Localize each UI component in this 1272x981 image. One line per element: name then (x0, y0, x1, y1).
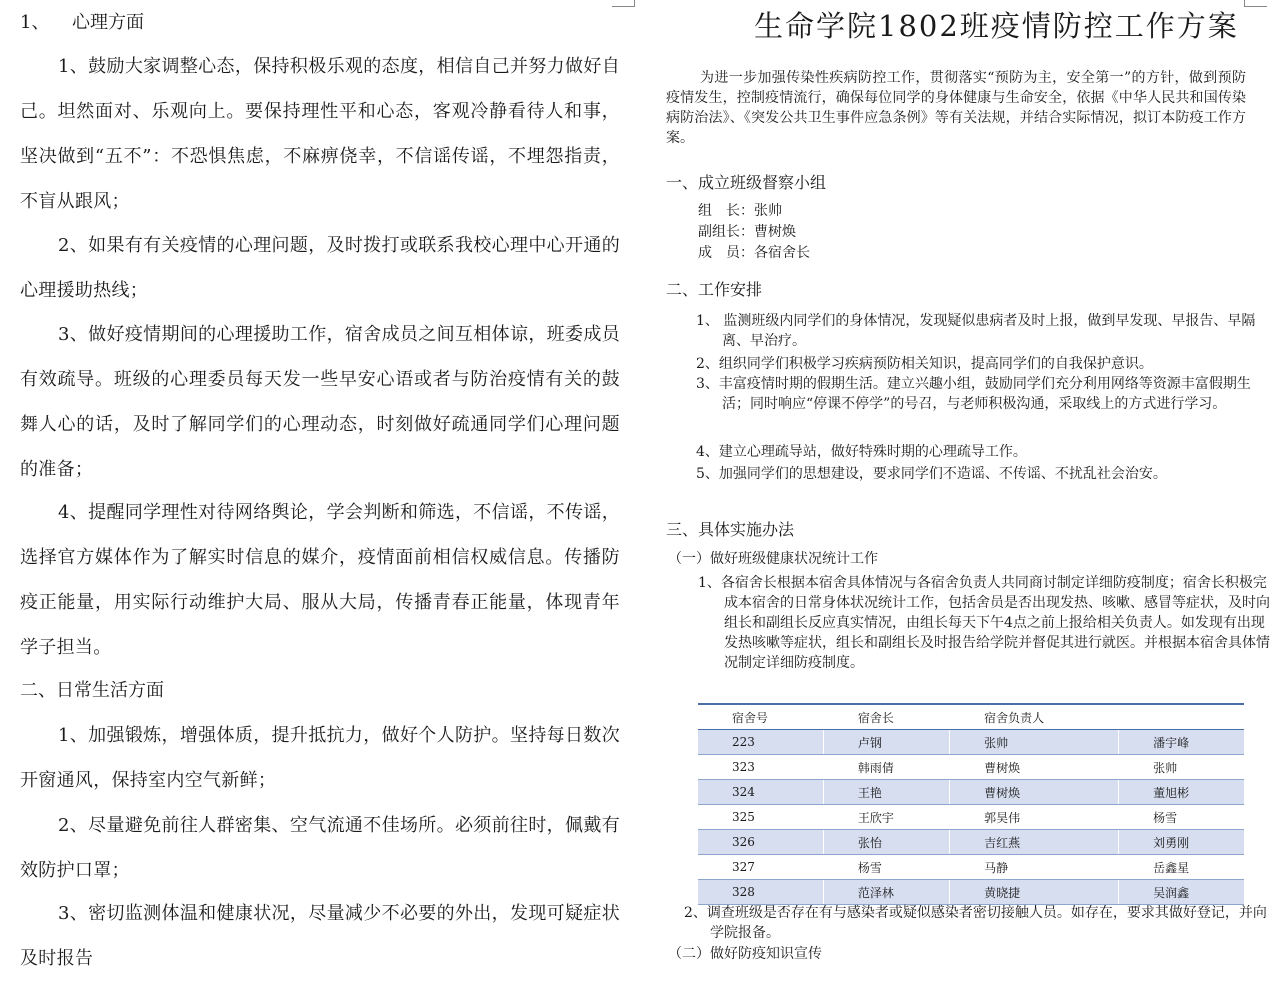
table-cell: 328 (698, 880, 823, 905)
table-cell: 张怡 (823, 830, 949, 855)
table-cell: 324 (698, 780, 823, 805)
table-cell: 张帅 (1119, 755, 1244, 780)
paragraph: 4、提醒同学理性对待网络舆论，学会判断和筛选，不信谣，不传谣，选择官方媒体作为了解实时信息的媒介，疫情面前相信权威信息。传播防疫正能量，用实际行动维护大局、服从大局，传播青春正能量，体现青年学子担当。 (20, 502, 620, 658)
work-item: 4、建立心理疏导站，做好特殊时期的心理疏导工作。 (696, 444, 1027, 460)
document-title: 生命学院1802班疫情防控工作方案 (754, 9, 1239, 43)
column-header: 宿舍号 (698, 704, 823, 730)
table-row (698, 855, 1244, 880)
group-member-row (698, 221, 796, 243)
table-row (698, 780, 1244, 805)
right-page (640, 0, 1270, 962)
role-label: 副组长： (698, 224, 754, 240)
table-cell: 刘勇刚 (1119, 830, 1244, 855)
column-header: 宿舍负责人 (950, 704, 1119, 730)
group-member-row (698, 200, 782, 222)
table-row (698, 755, 1244, 780)
column-header (1119, 704, 1244, 730)
table-cell: 曹树焕 (950, 780, 1119, 805)
work-item: 2、组织同学们积极学习疾病预防相关知识，提高同学们的自我保护意识。 (696, 356, 1153, 372)
work-item: 1、 监测班级内同学们的身体情况，发现疑似患病者及时上报，做到早发现、早报告、早隔离、早治疗。 (696, 313, 1256, 349)
left-page (0, 0, 634, 969)
table-cell: 范泽林 (823, 880, 949, 905)
section-title: 心理方面 (72, 12, 144, 33)
table-cell: 黄晓捷 (950, 880, 1119, 905)
role-value: 张帅 (754, 203, 782, 219)
paragraph: 1、加强锻炼，增强体质，提升抵抗力，做好个人防护。坚持每日数次开窗通风，保持室内空气新鲜； (20, 725, 620, 791)
table-cell: 杨雪 (823, 855, 949, 880)
table-cell: 郭昊伟 (950, 805, 1119, 830)
table-row (698, 805, 1244, 830)
table-cell: 吉红燕 (950, 830, 1119, 855)
subheading-health-stats: （一）做好班级健康状况统计工作 (668, 551, 878, 567)
group-member-row (698, 242, 810, 264)
table-header-row (698, 704, 1244, 730)
implementation-item: 2、调查班级是否存在有与感染者或疑似感染者密切接触人员。如存在，要求其做好登记，并向学院报备。 (684, 905, 1267, 941)
subheading-publicity: （二）做好防疫知识宣传 (668, 946, 822, 962)
table-cell: 王艳 (823, 780, 949, 805)
work-item: 5、加强同学们的思想建设，要求同学们不造谣、不传谣、不扰乱社会治安。 (696, 466, 1167, 482)
table-row (698, 880, 1244, 905)
paragraph: 3、做好疫情期间的心理援助工作，宿舍成员之间互相体谅，班委成员有效疏导。班级的心理委员每天发一些早安心语或者与防治疫情有关的鼓舞人心的话，及时了解同学们的心理动态，时刻做好疏通同学们心理问题的准备； (20, 324, 620, 480)
heading-implementation: 三、具体实施办法 (666, 520, 795, 539)
dormitory-table (698, 703, 1244, 905)
table-cell: 王欣宇 (823, 805, 949, 830)
role-label: 成 员： (698, 245, 754, 261)
section-heading-daily-life: 二、日常生活方面 (20, 680, 164, 701)
page-corner-mark (1244, 0, 1267, 7)
paragraph: 2、尽量避免前往人群密集、空气流通不佳场所。必须前往时，佩戴有效防护口罩； (20, 815, 620, 881)
paragraph: 2、如果有有关疫情的心理问题，及时拨打或联系我校心理中心开通的心理援助热线； (20, 235, 620, 301)
table-cell: 董旭彬 (1119, 780, 1244, 805)
table-cell: 吴润鑫 (1119, 880, 1244, 905)
intro-paragraph: 为进一步加强传染性疾病防控工作，贯彻落实“预防为主，安全第一”的方针，做到预防疫情发生，控制疫情流行，确保每位同学的身体健康与生命安全，依据《中华人民共和国传染病防治法》、《突发公共卫生事件应急条例》等有关法规，并结合实际情况，拟订本防疫工作方案。 (666, 70, 1246, 146)
table-cell: 潘宇峰 (1119, 730, 1244, 755)
heading-supervision-group: 一、成立班级督察小组 (666, 173, 827, 192)
table-row (698, 730, 1244, 755)
table-cell: 马静 (950, 855, 1119, 880)
implementation-item: 1、各宿舍长根据本宿舍具体情况与各宿舍负责人共同商讨制定详细防疫制度；宿舍长积极完成本宿舍的日常身体状况统计工作，包括舍员是否出现发热、咳嗽、感冒等症状，及时向组长和副组长反应真实情况，由组长每天下午4点之前上报给相关负责人。如发现有出现发热咳嗽等症状，组长和副组长及时报告给学院并督促其进行就医。并根据本宿舍具体情况制定详细防疫制度。 (698, 575, 1270, 671)
table-cell: 327 (698, 855, 823, 880)
table-cell: 岳鑫星 (1119, 855, 1244, 880)
table-cell: 323 (698, 755, 823, 780)
heading-work-arrangement: 二、工作安排 (666, 280, 763, 299)
table-cell: 曹树焕 (950, 755, 1119, 780)
table-cell: 223 (698, 730, 823, 755)
section-number: 1、 (20, 12, 50, 33)
work-item: 3、丰富疫情时期的假期生活。建立兴趣小组，鼓励同学们充分利用网络等资源丰富假期生活；同时响应“停课不停学”的号召，与老师积极沟通，采取线上的方式进行学习。 (696, 376, 1251, 412)
column-header: 宿舍长 (823, 704, 949, 730)
paragraph: 3、密切监测体温和健康状况，尽量减少不必要的外出，发现可疑症状及时报告 (20, 903, 620, 969)
role-label: 组 长： (698, 203, 754, 219)
table-row (698, 830, 1244, 855)
role-value: 各宿舍长 (754, 245, 810, 261)
table-cell: 杨雪 (1119, 805, 1244, 830)
table-cell: 韩雨倩 (823, 755, 949, 780)
table-cell: 326 (698, 830, 823, 855)
page-corner-mark (612, 0, 635, 7)
table-cell: 325 (698, 805, 823, 830)
section-heading-psychology (20, 8, 144, 34)
role-value: 曹树焕 (754, 224, 796, 240)
table-cell: 卢钢 (823, 730, 949, 755)
table-cell: 张帅 (950, 730, 1119, 755)
paragraph: 1、鼓励大家调整心态，保持积极乐观的态度，相信自己并努力做好自己。坦然面对、乐观向上。要保持理性平和心态，客观冷静看待人和事，坚决做到“五不”：不恐惧焦虑，不麻痹侥幸，不信谣传谣，不埋怨指责，不盲从跟风； (20, 56, 620, 212)
